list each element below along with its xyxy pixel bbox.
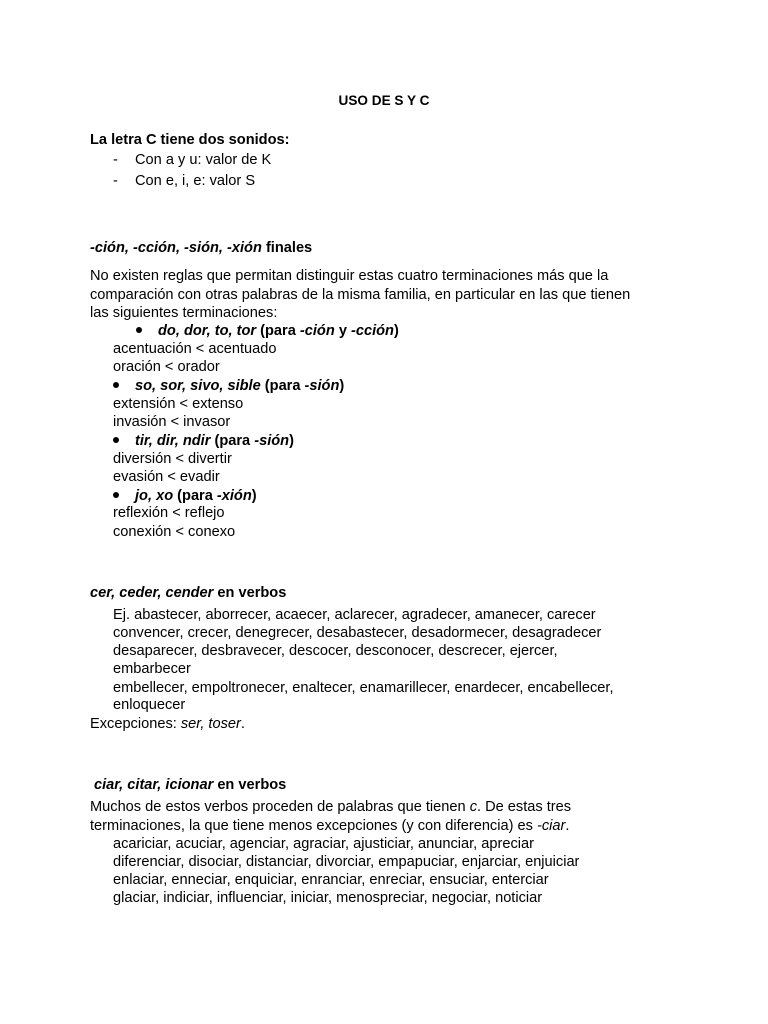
verb-list-line: diferenciar, disociar, distanciar, divorciar, empapuciar, enjarciar, enjuiciar xyxy=(113,854,580,870)
verb-list-line: embellecer, empoltronecer, enaltecer, enamarillecer, enardecer, encabellecer, xyxy=(113,680,614,696)
section-3-heading: ciar, citar, icionar en verbos xyxy=(94,777,287,793)
example-line: extensión < extenso xyxy=(113,396,244,412)
example-line: acentuación < acentuado xyxy=(113,341,277,357)
page-title: USO DE S Y C xyxy=(338,93,430,108)
section-1-heading: -ción, -cción, -sión, -xión finales xyxy=(90,240,313,256)
section-2-exceptions: Excepciones: ser, toser. xyxy=(90,716,245,732)
bullet-icon xyxy=(113,492,119,498)
intro-item-1: - Con a y u: valor de K xyxy=(113,152,272,168)
verb-list-line: enlaciar, enneciar, enquiciar, enranciar, enreciar, ensuciar, enterciar xyxy=(113,872,549,888)
intro-heading: La letra C tiene dos sonidos: xyxy=(90,132,290,148)
example-line: conexión < conexo xyxy=(113,524,236,540)
bullet-icon xyxy=(113,437,119,443)
section-3-paragraph-line-2: terminaciones, la que tiene menos excepciones (y con diferencia) es -ciar. xyxy=(90,818,570,834)
section-2-heading: cer, ceder, cender en verbos xyxy=(90,585,287,601)
section-3-paragraph-line-1: Muchos de estos verbos proceden de palabras que tienen c. De estas tres xyxy=(90,799,572,815)
example-line: invasión < invasor xyxy=(113,414,231,430)
intro-item-2: - Con e, i, e: valor S xyxy=(113,173,256,189)
bullet-group-2: so, sor, sivo, sible (para -sión) xyxy=(113,377,344,395)
section-1-paragraph-line-1: No existen reglas que permitan distinguir estas cuatro terminaciones más que la xyxy=(90,268,609,284)
bullet-icon xyxy=(136,327,142,333)
example-line: oración < orador xyxy=(113,359,220,375)
verb-list-line: glaciar, indiciar, influenciar, iniciar, menospreciar, negociar, noticiar xyxy=(113,890,543,906)
section-1-paragraph-line-3: las siguientes terminaciones: xyxy=(90,305,278,321)
bullet-group-1: do, dor, to, tor (para -ción y -cción) xyxy=(136,322,399,340)
example-line: reflexión < reflejo xyxy=(113,505,225,521)
bullet-group-4: jo, xo (para -xión) xyxy=(113,487,257,505)
verb-list-line: enloquecer xyxy=(113,697,186,713)
section-1-paragraph-line-2: comparación con otras palabras de la misma familia, en particular en las que tienen xyxy=(90,287,631,303)
verb-list-line: Ej. abastecer, aborrecer, acaecer, aclarecer, agradecer, amanecer, carecer xyxy=(113,607,596,623)
verb-list-line: convencer, crecer, denegrecer, desabastecer, desadormecer, desagradecer xyxy=(113,625,602,641)
verb-list-line: embarbecer xyxy=(113,661,191,677)
verb-list-line: desaparecer, desbravecer, descocer, desconocer, descrecer, ejercer, xyxy=(113,643,558,659)
bullet-icon xyxy=(113,382,119,388)
example-line: evasión < evadir xyxy=(113,469,220,485)
example-line: diversión < divertir xyxy=(113,451,232,467)
verb-list-line: acariciar, acuciar, agenciar, agraciar, ajusticiar, anunciar, apreciar xyxy=(113,836,535,852)
bullet-group-3: tir, dir, ndir (para -sión) xyxy=(113,432,294,450)
